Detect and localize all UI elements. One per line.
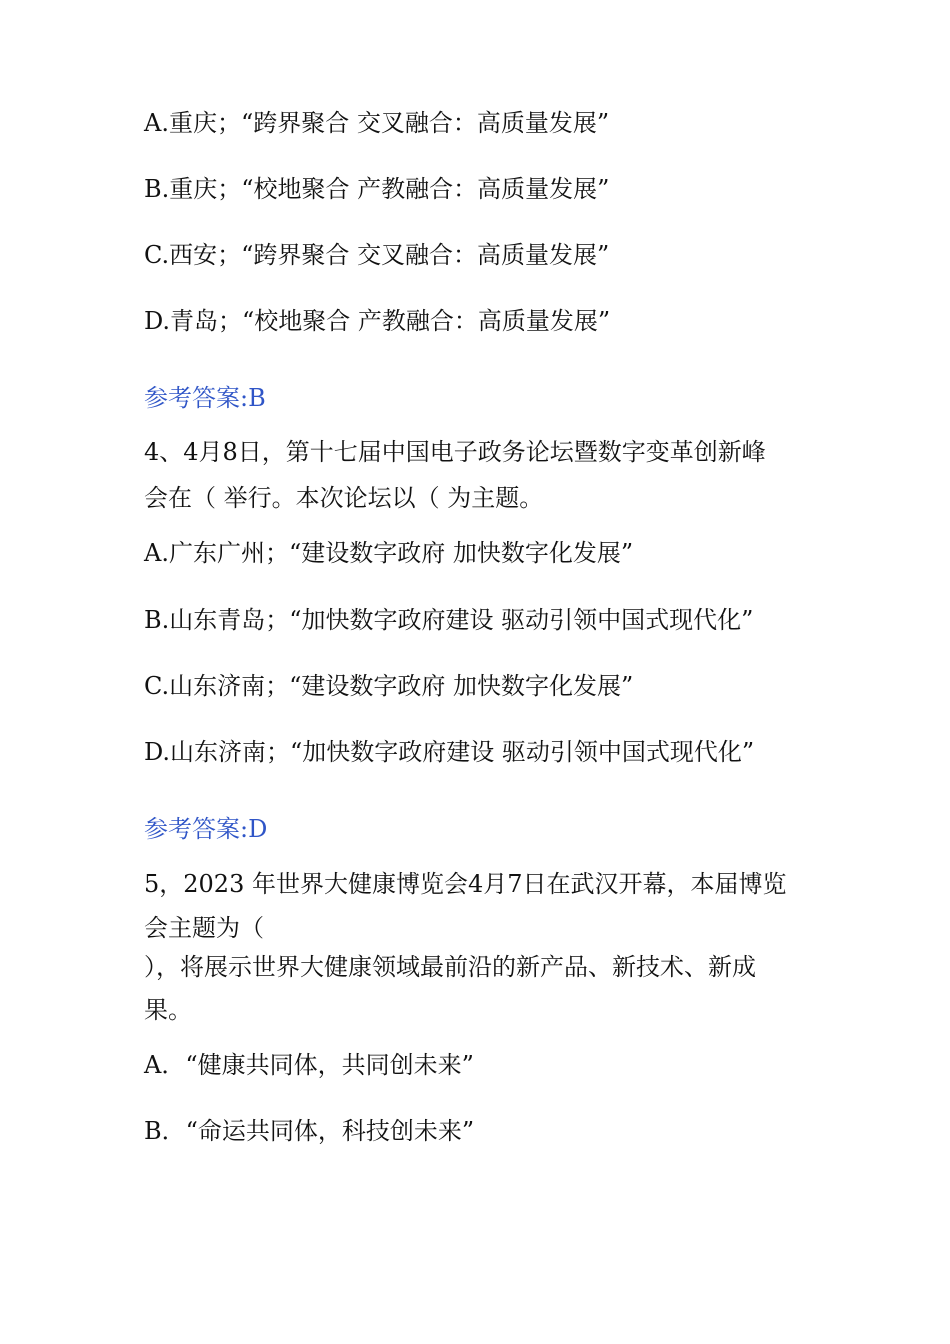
q3-option-a: A.重庆；“跨界聚合 交叉融合：高质量发展” <box>144 109 610 137</box>
q5-option-a: A．“健康共同体，共同创未来” <box>144 1051 474 1079</box>
q4-option-c: C.山东济南；“建设数字政府 加快数字化发展” <box>144 672 634 700</box>
q4-option-d: D.山东济南；“加快数字政府建设 驱动引领中国式现代化” <box>144 738 755 766</box>
q5-option-b: B．“命运共同体，科技创未来” <box>144 1117 475 1145</box>
q5-question-line-2: 会主题为（ <box>144 914 264 942</box>
q3-answer: 参考答案:B <box>144 384 266 412</box>
q5-question-line-4: 果。 <box>144 996 192 1024</box>
q3-option-b: B.重庆；“校地聚合 产教融合：高质量发展” <box>144 175 610 203</box>
q5-question-line-3: ），将展示世界大健康领域最前沿的新产品、新技术、新成 <box>144 953 756 981</box>
q4-question-line-2: 会在（ 举行。本次论坛以（ 为主题。 <box>144 484 544 512</box>
q3-option-c: C.西安；“跨界聚合 交叉融合：高质量发展” <box>144 241 610 269</box>
q4-option-b: B.山东青岛；“加快数字政府建设 驱动引领中国式现代化” <box>144 606 754 634</box>
q3-option-d: D.青岛；“校地聚合 产教融合：高质量发展” <box>144 307 611 335</box>
q5-question-line-1: 5，2023 年世界大健康博览会4月7日在武汉开幕，本届博览 <box>144 870 787 898</box>
q4-option-a: A.广东广州；“建设数字政府 加快数字化发展” <box>144 539 634 567</box>
q4-question-line-1: 4、4月8日，第十七届中国电子政务论坛暨数字变革创新峰 <box>144 438 766 466</box>
q4-answer: 参考答案:D <box>144 815 268 843</box>
